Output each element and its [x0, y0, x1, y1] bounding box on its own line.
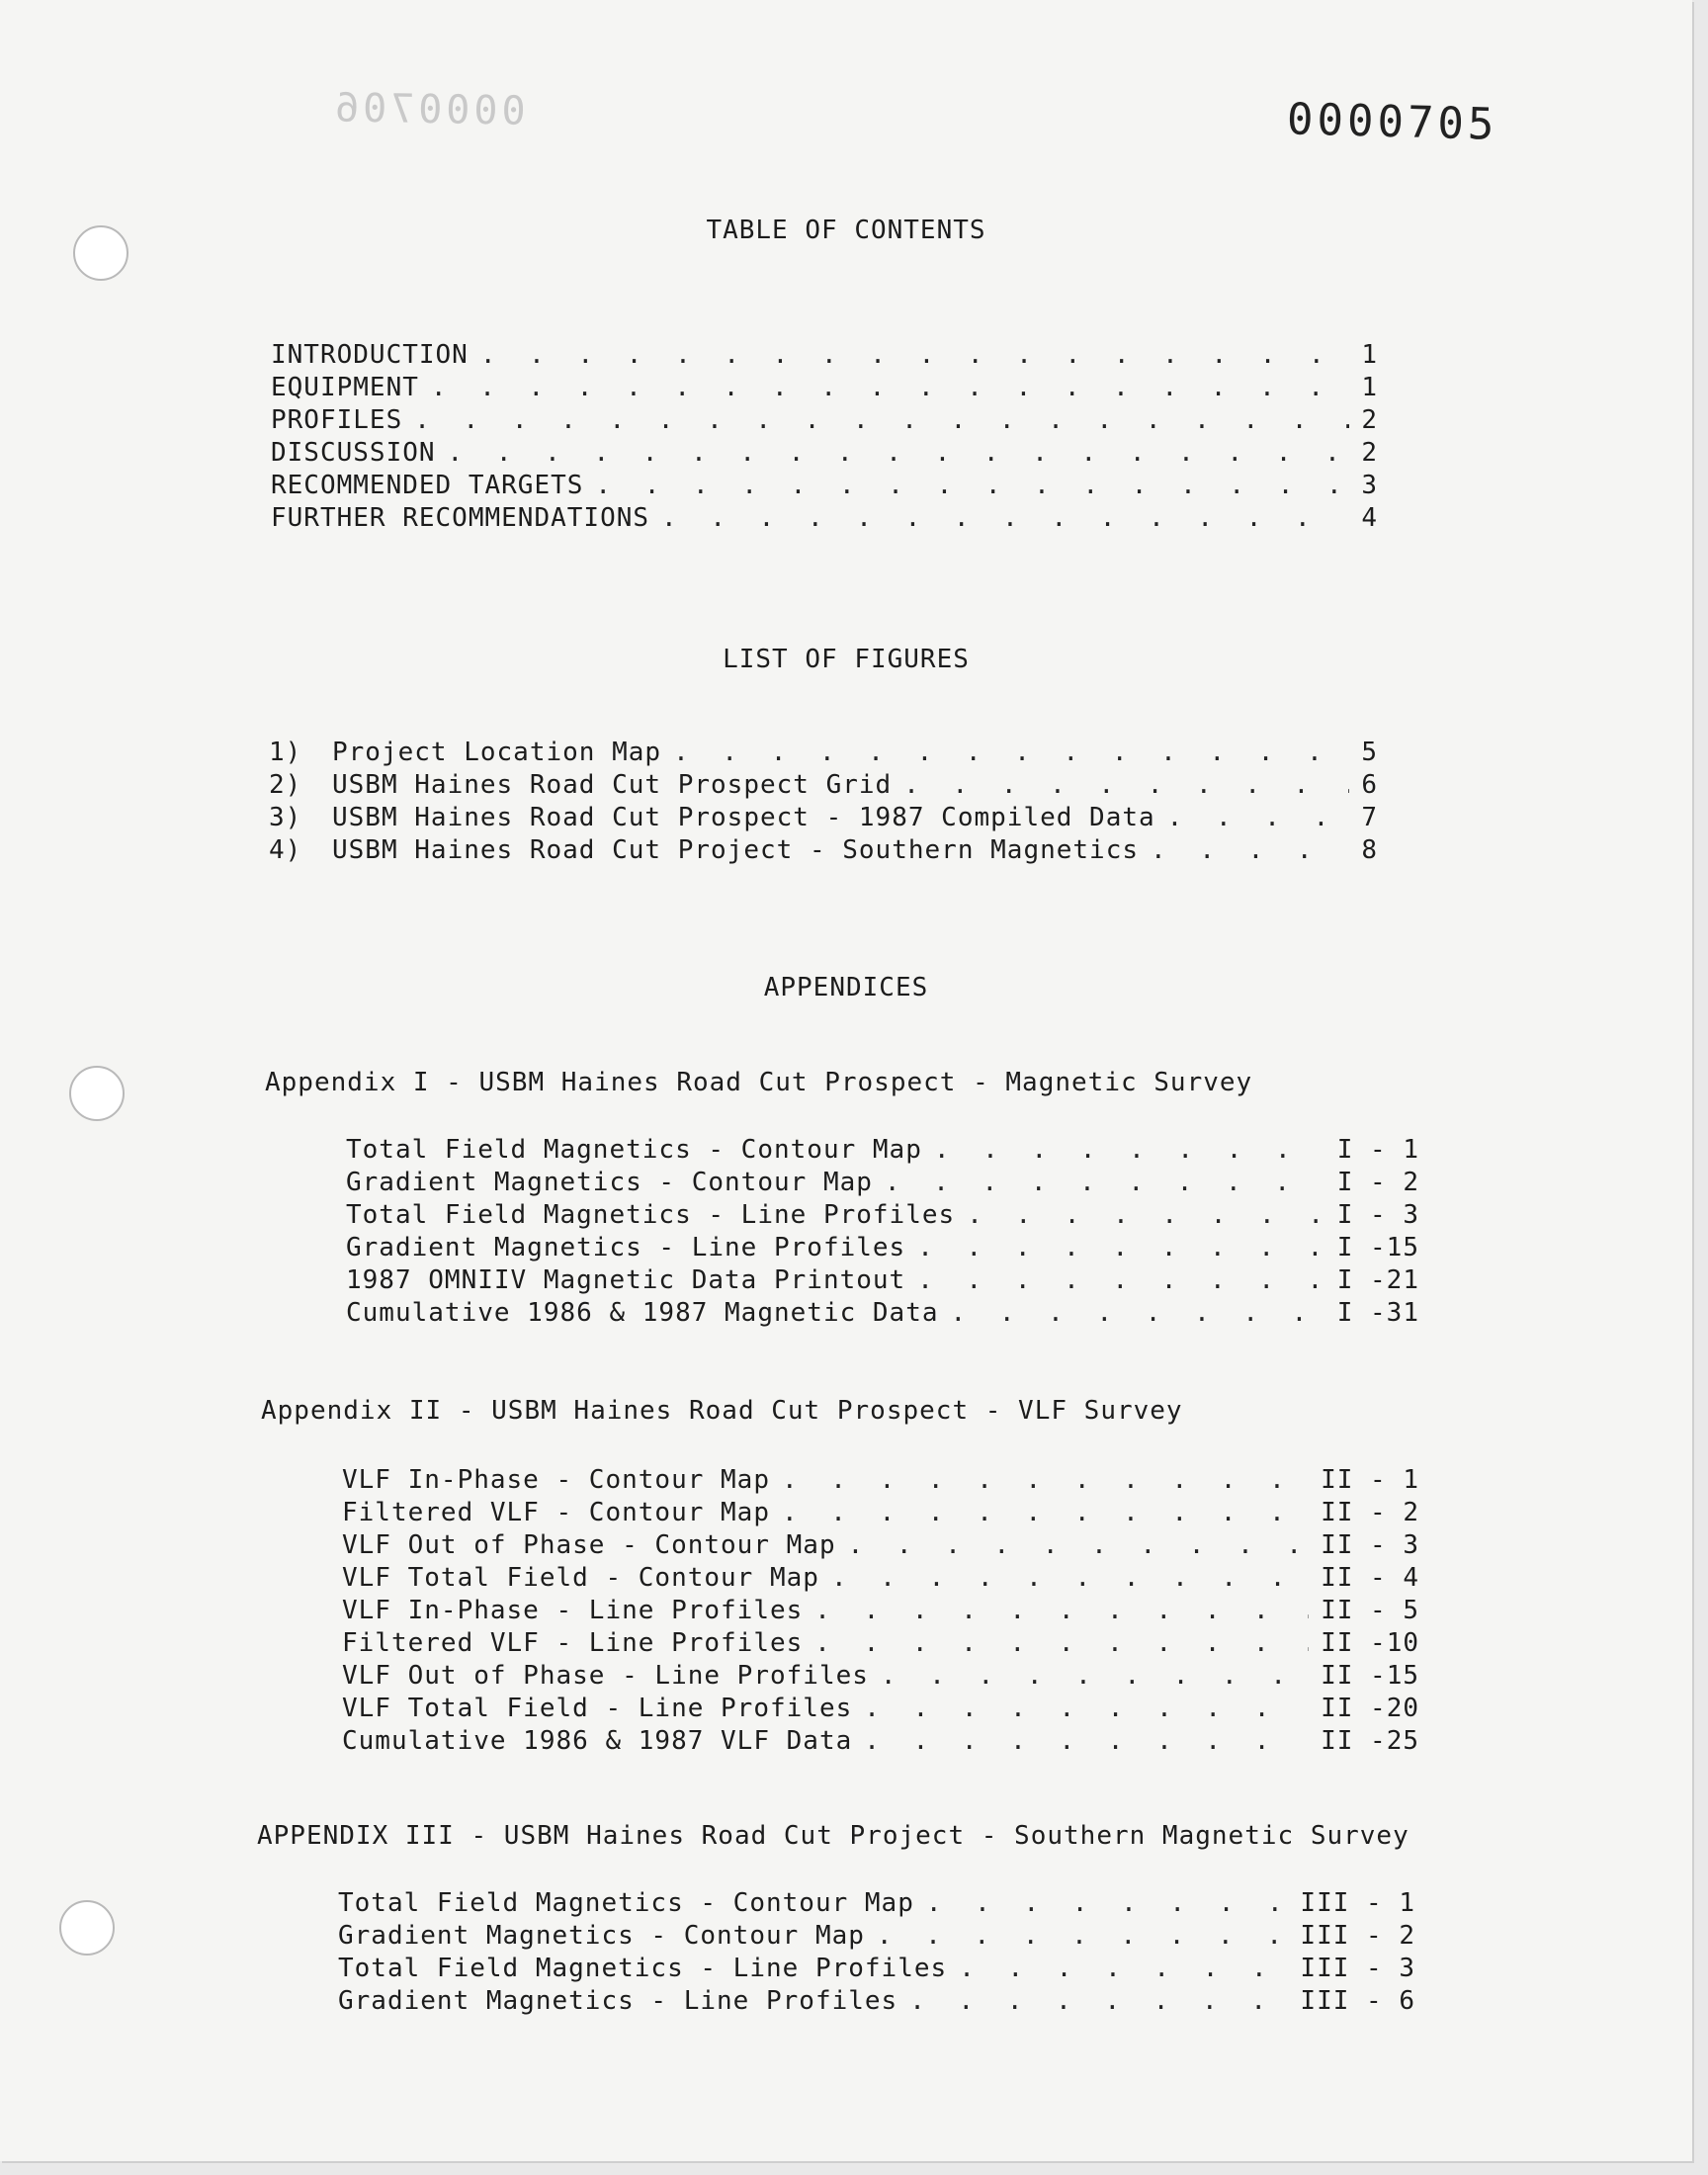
dot-leader — [959, 1954, 1288, 1983]
toc-entry-page: 1 — [1361, 340, 1378, 370]
toc-entry-label: PROFILES — [271, 405, 403, 435]
appendix-title: Appendix I - USBM Haines Road Cut Prospect - Magnetic Survey — [265, 1068, 1253, 1097]
appendix-entry-page: II - 2 — [1321, 1498, 1419, 1527]
appendix-title: Appendix II - USBM Haines Road Cut Prospect - VLF Survey — [261, 1396, 1183, 1426]
figure-number: 1) — [269, 738, 302, 767]
figure-number: 3) — [269, 803, 302, 832]
dot-leader — [431, 373, 1349, 402]
appendix-entry-page: II -25 — [1321, 1726, 1419, 1756]
toc-entry-label: EQUIPMENT — [271, 373, 419, 402]
appendix-entry-label: Gradient Magnetics - Contour Map — [346, 1168, 873, 1197]
appendix-entry-label: Total Field Magnetics - Contour Map — [338, 1888, 914, 1918]
dot-leader — [595, 471, 1349, 500]
binder-hole-bottom — [59, 1900, 115, 1956]
dot-leader — [903, 770, 1349, 800]
appendix-title: APPENDIX III - USBM Haines Road Cut Project - Southern Magnetic Survey — [257, 1821, 1409, 1851]
appendix-entry — [342, 1498, 1419, 1530]
appendix-entry-page: I -15 — [1336, 1233, 1419, 1262]
appendix-entry-page: I -21 — [1336, 1265, 1419, 1295]
figure-number: 2) — [269, 770, 302, 800]
toc-entry-page: 1 — [1361, 373, 1378, 402]
figure-number: 4) — [269, 835, 302, 865]
toc-list — [271, 340, 1378, 536]
figure-page: 5 — [1361, 738, 1378, 767]
dot-leader — [1167, 803, 1350, 832]
appendix-entry — [338, 1888, 1415, 1921]
appendix-entry-page: I -31 — [1336, 1298, 1419, 1328]
appendix-list — [338, 1888, 1415, 2019]
appendix-entry-label: VLF Total Field - Line Profiles — [342, 1694, 853, 1723]
appendix-entry-label: VLF Total Field - Contour Map — [342, 1563, 819, 1593]
dot-leader — [967, 1200, 1325, 1230]
appendix-entry-label: 1987 OMNIIV Magnetic Data Printout — [346, 1265, 906, 1295]
figure-entry — [269, 770, 1378, 803]
appendix-entry-label: Cumulative 1986 & 1987 Magnetic Data — [346, 1298, 939, 1328]
toc-entry — [271, 373, 1378, 405]
dot-leader — [909, 1986, 1288, 2016]
figures-list — [269, 738, 1378, 868]
dot-leader — [782, 1465, 1309, 1495]
toc-entry-label: RECOMMENDED TARGETS — [271, 471, 584, 500]
appendix-entry-page: II - 3 — [1321, 1530, 1419, 1560]
binder-hole-middle — [69, 1066, 125, 1121]
appendix-entry — [346, 1200, 1419, 1233]
appendix-entry — [342, 1628, 1419, 1661]
appendix-entry-label: Filtered VLF - Line Profiles — [342, 1628, 804, 1658]
dot-leader — [951, 1298, 1325, 1328]
toc-entry-page: 2 — [1361, 405, 1378, 435]
toc-entry-page: 2 — [1361, 438, 1378, 468]
toc-heading: TABLE OF CONTENTS — [706, 216, 986, 245]
appendix-entry-page: II - 1 — [1321, 1465, 1419, 1495]
toc-entry-label: INTRODUCTION — [271, 340, 469, 370]
toc-entry-page: 3 — [1361, 471, 1378, 500]
appendix-entry — [338, 1921, 1415, 1954]
appendix-entry — [338, 1986, 1415, 2019]
appendix-entry-label: VLF Out of Phase - Contour Map — [342, 1530, 836, 1560]
appendix-entry-page: II - 5 — [1321, 1596, 1419, 1625]
dot-leader — [661, 503, 1349, 533]
appendix-entry-page: III - 3 — [1300, 1954, 1415, 1983]
figure-entry — [269, 835, 1378, 868]
figure-entry — [269, 803, 1378, 835]
dot-leader — [917, 1233, 1325, 1262]
dot-leader — [881, 1661, 1309, 1691]
toc-entry-page: 4 — [1361, 503, 1378, 533]
dot-leader — [926, 1888, 1289, 1918]
figure-label: Project Location Map — [332, 738, 662, 767]
appendix-entry-label: VLF Out of Phase - Line Profiles — [342, 1661, 869, 1691]
appendix-entry-label: VLF In-Phase - Contour Map — [342, 1465, 770, 1495]
dot-leader — [673, 738, 1349, 767]
appendices-heading: APPENDICES — [763, 973, 929, 1002]
appendix-entry — [346, 1265, 1419, 1298]
appendix-entry-page: II -10 — [1321, 1628, 1419, 1658]
dot-leader — [814, 1628, 1309, 1658]
appendix-entry-label: Total Field Magnetics - Line Profiles — [338, 1954, 948, 1983]
appendix-entry — [346, 1298, 1419, 1331]
appendix-entry-label: Filtered VLF - Contour Map — [342, 1498, 770, 1527]
dot-leader — [934, 1135, 1325, 1165]
appendix-entry-page: II -20 — [1321, 1694, 1419, 1723]
figure-page: 8 — [1361, 835, 1378, 865]
appendix-entry — [346, 1168, 1419, 1200]
bleed-through-number: 0000706 — [330, 85, 526, 134]
toc-entry — [271, 405, 1378, 438]
appendix-entry — [338, 1954, 1415, 1986]
appendix-entry-label: Total Field Magnetics - Contour Map — [346, 1135, 922, 1165]
appendix-entry-label: Gradient Magnetics - Line Profiles — [346, 1233, 906, 1262]
appendix-entry-page: II - 4 — [1321, 1563, 1419, 1593]
figure-page: 7 — [1361, 803, 1378, 832]
dot-leader — [917, 1265, 1325, 1295]
appendix-entry-label: VLF In-Phase - Line Profiles — [342, 1596, 804, 1625]
figure-entry — [269, 738, 1378, 770]
appendix-entry-page: III - 1 — [1300, 1888, 1415, 1918]
dot-leader — [864, 1694, 1309, 1723]
appendix-entry-label: Gradient Magnetics - Line Profiles — [338, 1986, 898, 2016]
appendix-entry-page: II -15 — [1321, 1661, 1419, 1691]
appendix-entry — [342, 1530, 1419, 1563]
toc-entry — [271, 438, 1378, 471]
appendix-entry-page: III - 6 — [1300, 1986, 1415, 2016]
dot-leader — [480, 340, 1350, 370]
appendix-entry-label: Cumulative 1986 & 1987 VLF Data — [342, 1726, 853, 1756]
appendix-entry-page: I - 2 — [1336, 1168, 1419, 1197]
figure-label: USBM Haines Road Cut Prospect Grid — [332, 770, 893, 800]
figure-label: USBM Haines Road Cut Prospect - 1987 Compiled Data — [332, 803, 1155, 832]
dot-leader — [848, 1530, 1309, 1560]
appendix-entry-page: I - 1 — [1336, 1135, 1419, 1165]
appendix-entry — [346, 1135, 1419, 1168]
dot-leader — [885, 1168, 1325, 1197]
appendix-entry-page: I - 3 — [1336, 1200, 1419, 1230]
appendix-entry — [342, 1465, 1419, 1498]
appendix-entry — [342, 1726, 1419, 1759]
appendix-entry — [342, 1563, 1419, 1596]
toc-entry — [271, 503, 1378, 536]
dot-leader — [1151, 835, 1349, 865]
dot-leader — [877, 1921, 1289, 1951]
dot-leader — [864, 1726, 1309, 1756]
dot-leader — [414, 405, 1349, 435]
appendix-list — [346, 1135, 1419, 1331]
dot-leader — [448, 438, 1350, 468]
toc-entry — [271, 340, 1378, 373]
dot-leader — [831, 1563, 1309, 1593]
appendix-entry-label: Gradient Magnetics - Contour Map — [338, 1921, 865, 1951]
appendix-entry — [342, 1596, 1419, 1628]
appendix-entry-label: Total Field Magnetics - Line Profiles — [346, 1200, 956, 1230]
appendix-list — [342, 1465, 1419, 1759]
dot-leader — [814, 1596, 1309, 1625]
toc-entry-label: DISCUSSION — [271, 438, 436, 468]
dot-leader — [782, 1498, 1309, 1527]
figure-label: USBM Haines Road Cut Project - Southern Magnetics — [332, 835, 1140, 865]
appendix-entry-page: III - 2 — [1300, 1921, 1415, 1951]
document-number: 0000705 — [1286, 94, 1499, 150]
toc-entry — [271, 471, 1378, 503]
figures-heading: LIST OF FIGURES — [723, 645, 970, 674]
toc-entry-label: FURTHER RECOMMENDATIONS — [271, 503, 650, 533]
appendix-entry — [342, 1661, 1419, 1694]
figure-page: 6 — [1361, 770, 1378, 800]
appendix-entry — [342, 1694, 1419, 1726]
appendix-entry — [346, 1233, 1419, 1265]
